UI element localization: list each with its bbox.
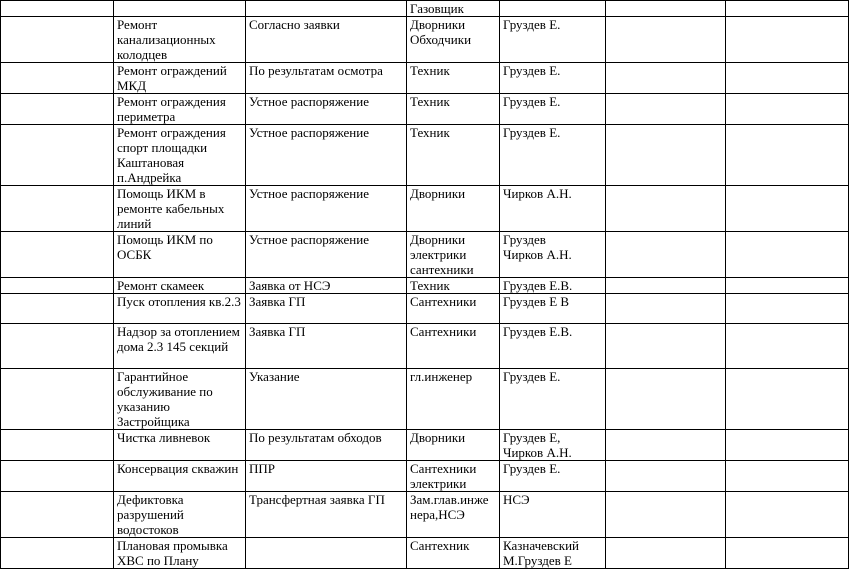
basis-cell: [246, 1, 407, 17]
work-schedule-body: [1, 1, 849, 569]
extra-cell-2: [726, 1, 849, 17]
row-number-cell: [1, 17, 114, 63]
responsible-cell: Груздев Е.: [500, 17, 606, 63]
work-description-cell: Помощь ИКМ по ОСБК: [114, 232, 246, 278]
performers-cell: Дворники электрики сантехники: [407, 232, 500, 278]
table-row: [1, 369, 849, 430]
extra-cell-1: [606, 430, 726, 461]
work-description-cell: Гарантийное обслуживание по указанию Застройщика: [114, 369, 246, 430]
work-description-cell: Ремонт скамеек: [114, 278, 246, 294]
basis-cell: Трансфертная заявка ГП: [246, 492, 407, 538]
work-description-cell: Пуск отопления кв.2.3: [114, 294, 246, 324]
extra-cell-2: [726, 232, 849, 278]
table-row: [1, 1, 849, 17]
row-number-cell: [1, 63, 114, 94]
extra-cell-2: [726, 461, 849, 492]
basis-cell: [246, 538, 407, 569]
responsible-cell: Груздев Чирков А.Н.: [500, 232, 606, 278]
extra-cell-1: [606, 94, 726, 125]
basis-cell: По результатам обходов: [246, 430, 407, 461]
basis-cell: Заявка от НСЭ: [246, 278, 407, 294]
performers-cell: Дворники: [407, 186, 500, 232]
extra-cell-1: [606, 17, 726, 63]
row-number-cell: [1, 369, 114, 430]
extra-cell-2: [726, 278, 849, 294]
performers-cell: Дворники: [407, 430, 500, 461]
row-number-cell: [1, 232, 114, 278]
basis-cell: Устное распоряжение: [246, 125, 407, 186]
row-number-cell: [1, 324, 114, 369]
extra-cell-2: [726, 369, 849, 430]
extra-cell-2: [726, 492, 849, 538]
responsible-cell: Чирков А.Н.: [500, 186, 606, 232]
extra-cell-2: [726, 538, 849, 569]
row-number-cell: [1, 538, 114, 569]
basis-cell: Устное распоряжение: [246, 94, 407, 125]
extra-cell-1: [606, 1, 726, 17]
work-description-cell: Дефиктовка разрушений водостоков: [114, 492, 246, 538]
work-description-cell: Ремонт ограждения периметра: [114, 94, 246, 125]
extra-cell-1: [606, 492, 726, 538]
performers-cell: Техник: [407, 94, 500, 125]
table-row: [1, 63, 849, 94]
table-row: [1, 186, 849, 232]
table-row: [1, 538, 849, 569]
work-description-cell: Помощь ИКМ в ремонте кабельных линий: [114, 186, 246, 232]
work-description-cell: Надзор за отоплением дома 2.3 145 секций: [114, 324, 246, 369]
performers-cell: Газовщик: [407, 1, 500, 17]
basis-cell: Устное распоряжение: [246, 186, 407, 232]
responsible-cell: Груздев Е.: [500, 94, 606, 125]
basis-cell: По результатам осмотра: [246, 63, 407, 94]
extra-cell-1: [606, 232, 726, 278]
work-description-cell: Ремонт ограждения спорт площадки Каштановая п.Андрейка: [114, 125, 246, 186]
work-description-cell: Чистка ливневок: [114, 430, 246, 461]
performers-cell: Техник: [407, 63, 500, 94]
table-row: [1, 17, 849, 63]
responsible-cell: Груздев Е.: [500, 125, 606, 186]
row-number-cell: [1, 278, 114, 294]
table-row: [1, 461, 849, 492]
extra-cell-2: [726, 94, 849, 125]
responsible-cell: [500, 1, 606, 17]
work-description-cell: [114, 1, 246, 17]
responsible-cell: Груздев Е.: [500, 461, 606, 492]
row-number-cell: [1, 492, 114, 538]
responsible-cell: Груздев Е.: [500, 369, 606, 430]
extra-cell-2: [726, 430, 849, 461]
extra-cell-1: [606, 63, 726, 94]
row-number-cell: [1, 1, 114, 17]
extra-cell-2: [726, 63, 849, 94]
row-number-cell: [1, 461, 114, 492]
table-row: [1, 125, 849, 186]
work-description-cell: Ремонт канализационных колодцев: [114, 17, 246, 63]
extra-cell-2: [726, 294, 849, 324]
performers-cell: Дворники Обходчики: [407, 17, 500, 63]
basis-cell: Устное распоряжение: [246, 232, 407, 278]
performers-cell: Зам.глав.инже нера,НСЭ: [407, 492, 500, 538]
responsible-cell: Груздев Е.: [500, 63, 606, 94]
responsible-cell: Груздев Е.В.: [500, 278, 606, 294]
extra-cell-2: [726, 186, 849, 232]
table-row: [1, 232, 849, 278]
extra-cell-1: [606, 294, 726, 324]
table-row: [1, 492, 849, 538]
basis-cell: Заявка ГП: [246, 294, 407, 324]
row-number-cell: [1, 94, 114, 125]
extra-cell-1: [606, 369, 726, 430]
extra-cell-1: [606, 186, 726, 232]
table-row: [1, 430, 849, 461]
performers-cell: Сантехник: [407, 538, 500, 569]
performers-cell: Сантехники электрики: [407, 461, 500, 492]
extra-cell-1: [606, 278, 726, 294]
basis-cell: Согласно заявки: [246, 17, 407, 63]
responsible-cell: Груздев Е, Чирков А.Н.: [500, 430, 606, 461]
performers-cell: Сантехники: [407, 324, 500, 369]
performers-cell: Сантехники: [407, 294, 500, 324]
performers-cell: гл.инженер: [407, 369, 500, 430]
row-number-cell: [1, 125, 114, 186]
extra-cell-1: [606, 125, 726, 186]
table-row: [1, 278, 849, 294]
responsible-cell: Казначевский М.Груздев Е: [500, 538, 606, 569]
basis-cell: Указание: [246, 369, 407, 430]
table-row: [1, 94, 849, 125]
row-number-cell: [1, 186, 114, 232]
extra-cell-2: [726, 125, 849, 186]
table-row: [1, 324, 849, 369]
basis-cell: ППР: [246, 461, 407, 492]
basis-cell: Заявка ГП: [246, 324, 407, 369]
row-number-cell: [1, 294, 114, 324]
responsible-cell: НСЭ: [500, 492, 606, 538]
performers-cell: Техник: [407, 125, 500, 186]
work-description-cell: Ремонт ограждений МКД: [114, 63, 246, 94]
responsible-cell: Груздев Е.В.: [500, 324, 606, 369]
row-number-cell: [1, 430, 114, 461]
table-row: [1, 294, 849, 324]
extra-cell-1: [606, 324, 726, 369]
extra-cell-2: [726, 17, 849, 63]
performers-cell: Техник: [407, 278, 500, 294]
extra-cell-2: [726, 324, 849, 369]
extra-cell-1: [606, 538, 726, 569]
work-description-cell: Плановая промывка ХВС по Плану: [114, 538, 246, 569]
responsible-cell: Груздев Е В: [500, 294, 606, 324]
extra-cell-1: [606, 461, 726, 492]
work-description-cell: Консервация скважин: [114, 461, 246, 492]
